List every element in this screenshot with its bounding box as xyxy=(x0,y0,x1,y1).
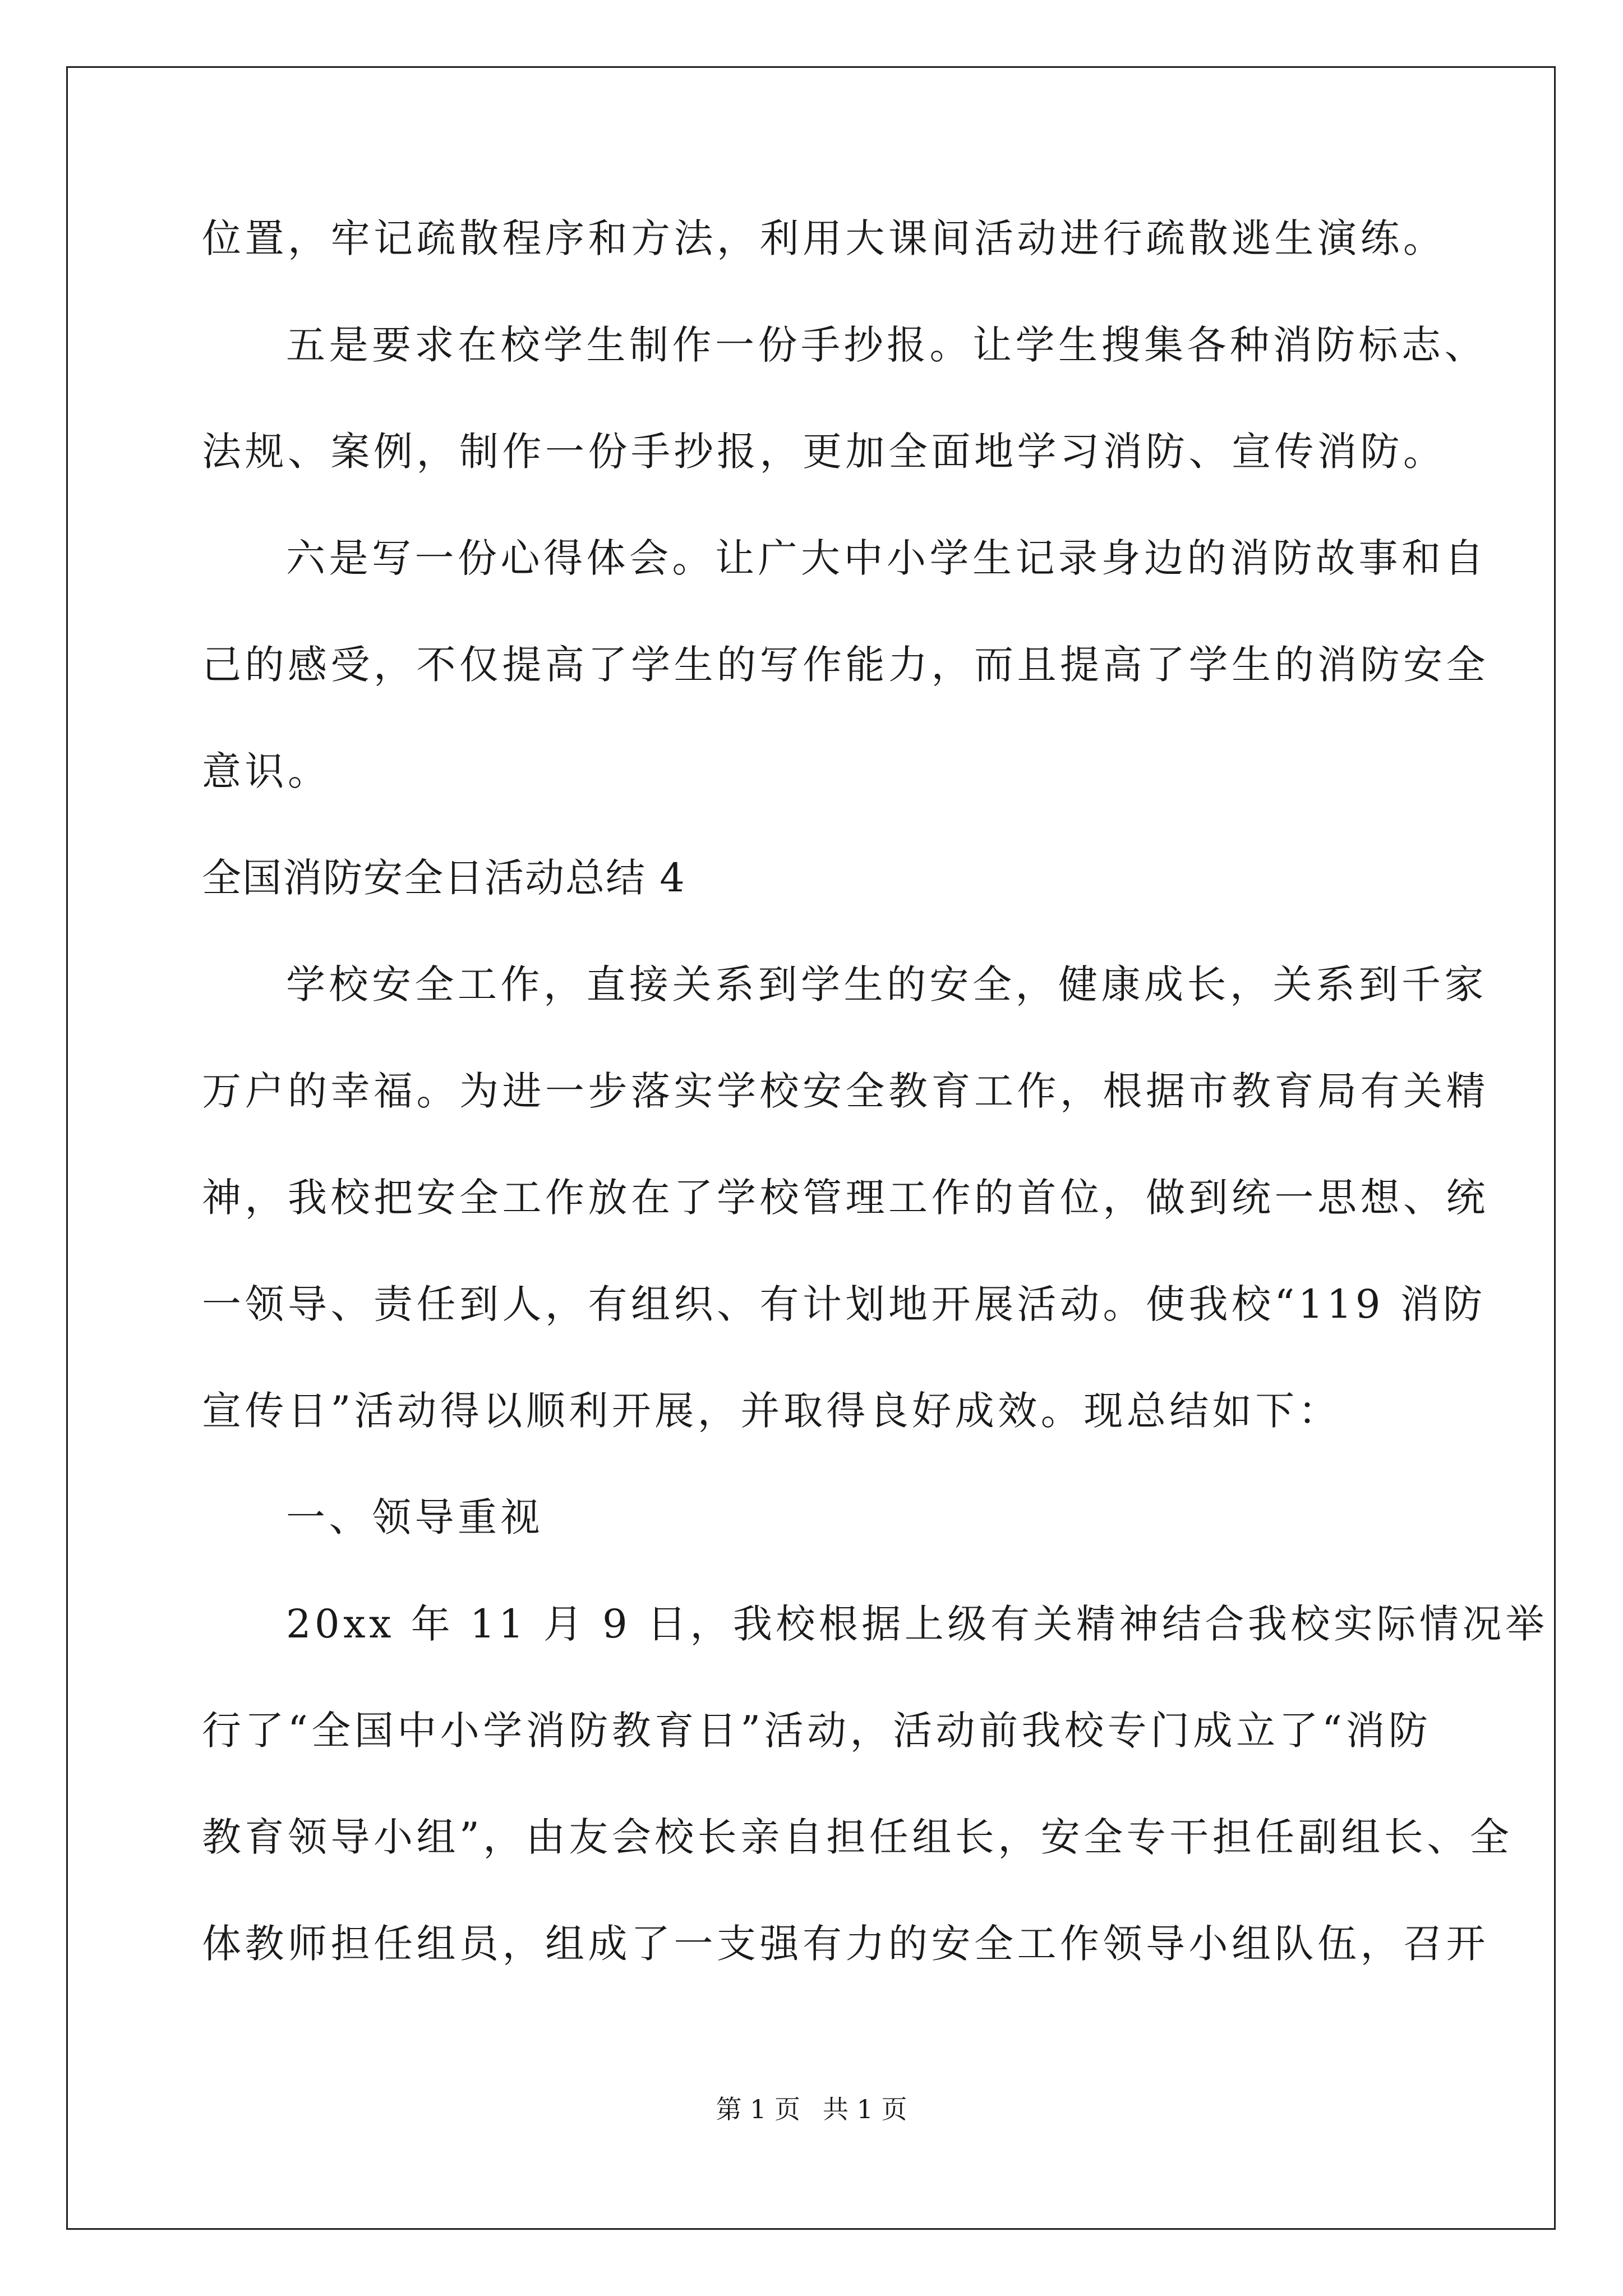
text-line: 20xx 年 11 月 9 日，我校根据上级有关精神结合我校实际情况举 xyxy=(286,1601,1548,1647)
text-line: 五是要求在校学生制作一份手抄报。让学生搜集各种消防标志、 xyxy=(286,322,1487,368)
section-heading: 全国消防安全日活动总结 4 xyxy=(202,855,686,901)
text-line: 学校安全工作，直接关系到学生的安全，健康成长，关系到千家 xyxy=(286,961,1487,1007)
text-line: 六是写一份心得体会。让广大中小学生记录身边的消防故事和自 xyxy=(286,535,1487,581)
text-line: 意识。 xyxy=(202,748,331,794)
subsection-heading: 一、领导重视 xyxy=(286,1494,543,1540)
text-line: 万户的幸福。为进一步落实学校安全教育工作，根据市教育局有关精 xyxy=(202,1068,1489,1114)
text-line: 行了“全国中小学消防教育日”活动，活动前我校专门成立了“消防 xyxy=(202,1708,1432,1754)
page-number: 第 1 页 xyxy=(716,2094,800,2124)
document-body xyxy=(202,213,1548,2025)
text-line: 己的感受，不仅提高了学生的写作能力，而且提高了学生的消防安全 xyxy=(202,642,1489,688)
text-line: 教育领导小组”，由友会校长亲自担任组长，安全专干担任副组长、全 xyxy=(202,1814,1513,1860)
text-line: 宣传日”活动得以顺利开展，并取得良好成效。现总结如下： xyxy=(202,1388,1341,1434)
page-total: 共 1 页 xyxy=(823,2094,907,2124)
text-line: 位置，牢记疏散程序和方法，利用大课间活动进行疏散逃生演练。 xyxy=(202,215,1446,261)
text-line: 一领导、责任到人，有组织、有计划地开展活动。使我校“119 消防 xyxy=(202,1281,1486,1327)
page-footer xyxy=(0,2092,1623,2126)
text-line: 体教师担任组员，组成了一支强有力的安全工作领导小组队伍，召开 xyxy=(202,1921,1489,1967)
text-line: 法规、案例，制作一份手抄报，更加全面地学习消防、宣传消防。 xyxy=(202,429,1446,475)
text-line: 神，我校把安全工作放在了学校管理工作的首位，做到统一思想、统 xyxy=(202,1175,1489,1221)
